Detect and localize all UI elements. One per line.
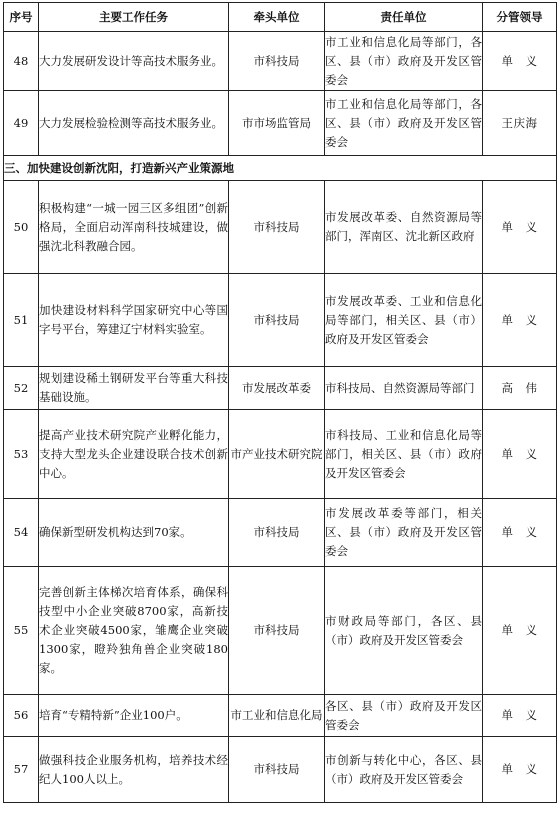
table-row — [4, 91, 557, 156]
row-resp: 市发展改革委、自然资源局等部门，浑南区、沈北新区政府 — [325, 181, 483, 274]
row-task: 完善创新主体梯次培育体系，确保科技型中小企业突破8700家，高新技术企业突破4500家，雏鹰企业突破1300家，瞪羚独角兽企业突破180家。 — [39, 567, 229, 695]
table-row — [4, 499, 557, 567]
row-task: 提高产业技术研究院产业孵化能力，支持大型龙头企业建设联合技术创新中心。 — [39, 410, 229, 499]
row-lead: 市科技局 — [229, 181, 325, 274]
header-resp: 责任单位 — [325, 3, 483, 32]
row-leader: 单 义 — [483, 567, 557, 695]
row-resp: 市工业和信息化局等部门，各区、县（市）政府及开发区管委会 — [325, 91, 483, 156]
row-lead: 市科技局 — [229, 32, 325, 91]
table-row — [4, 737, 557, 803]
task-table — [3, 2, 557, 803]
row-task: 培育“专精特新”企业100户。 — [39, 695, 229, 737]
table-row — [4, 567, 557, 695]
header-task: 主要工作任务 — [39, 3, 229, 32]
table-row — [4, 410, 557, 499]
row-num: 53 — [4, 410, 39, 499]
row-num: 56 — [4, 695, 39, 737]
row-leader: 单 义 — [483, 499, 557, 567]
row-num: 51 — [4, 274, 39, 367]
row-num: 50 — [4, 181, 39, 274]
row-num: 48 — [4, 32, 39, 91]
row-lead: 市科技局 — [229, 567, 325, 695]
row-num: 55 — [4, 567, 39, 695]
section-row — [4, 156, 557, 181]
row-task: 确保新型研发机构达到70家。 — [39, 499, 229, 567]
row-leader: 单 义 — [483, 181, 557, 274]
row-task: 规划建设稀土钢研发平台等重大科技基础设施。 — [39, 367, 229, 410]
row-lead: 市科技局 — [229, 274, 325, 367]
row-task: 大力发展检验检测等高技术服务业。 — [39, 91, 229, 156]
row-lead: 市工业和信息化局 — [229, 695, 325, 737]
row-resp: 市财政局等部门，各区、县（市）政府及开发区管委会 — [325, 567, 483, 695]
row-lead: 市科技局 — [229, 499, 325, 567]
row-resp: 市工业和信息化局等部门，各区、县（市）政府及开发区管委会 — [325, 32, 483, 91]
table-row — [4, 32, 557, 91]
row-num: 57 — [4, 737, 39, 803]
row-lead: 市科技局 — [229, 737, 325, 803]
row-resp: 市发展改革委等部门，相关区、县（市）政府及开发区管委会 — [325, 499, 483, 567]
row-lead: 市发展改革委 — [229, 367, 325, 410]
row-leader: 单 义 — [483, 695, 557, 737]
row-lead: 市产业技术研究院 — [229, 410, 325, 499]
section-title: 三、加快建设创新沈阳，打造新兴产业策源地 — [4, 156, 557, 181]
row-leader: 单 义 — [483, 274, 557, 367]
row-leader: 单 义 — [483, 410, 557, 499]
row-num: 49 — [4, 91, 39, 156]
row-leader: 单 义 — [483, 32, 557, 91]
row-task: 积极构建“一城一园三区多组团”创新格局，全面启动浑南科技城建设，做强沈北科教融合园。 — [39, 181, 229, 274]
row-task: 加快建设材料科学国家研究中心等国字号平台，筹建辽宁材料实验室。 — [39, 274, 229, 367]
row-resp: 市发展改革委、工业和信息化局等部门，相关区、县（市）政府及开发区管委会 — [325, 274, 483, 367]
header-num: 序号 — [4, 3, 39, 32]
table-row — [4, 695, 557, 737]
header-lead: 牵头单位 — [229, 3, 325, 32]
header-leader: 分管领导 — [483, 3, 557, 32]
row-lead: 市市场监管局 — [229, 91, 325, 156]
row-task: 做强科技企业服务机构，培养技术经纪人100人以上。 — [39, 737, 229, 803]
row-resp: 市创新与转化中心，各区、县（市）政府及开发区管委会 — [325, 737, 483, 803]
table-row — [4, 181, 557, 274]
row-num: 52 — [4, 367, 39, 410]
row-resp: 市科技局、工业和信息化局等部门，相关区、县（市）政府及开发区管委会 — [325, 410, 483, 499]
table-row — [4, 274, 557, 367]
table-row — [4, 367, 557, 410]
row-num: 54 — [4, 499, 39, 567]
row-leader: 高 伟 — [483, 367, 557, 410]
row-resp: 市科技局、自然资源局等部门 — [325, 367, 483, 410]
row-task: 大力发展研发设计等高技术服务业。 — [39, 32, 229, 91]
row-leader: 单 义 — [483, 737, 557, 803]
row-leader: 王庆海 — [483, 91, 557, 156]
header-row — [4, 3, 557, 32]
row-resp: 各区、县（市）政府及开发区管委会 — [325, 695, 483, 737]
